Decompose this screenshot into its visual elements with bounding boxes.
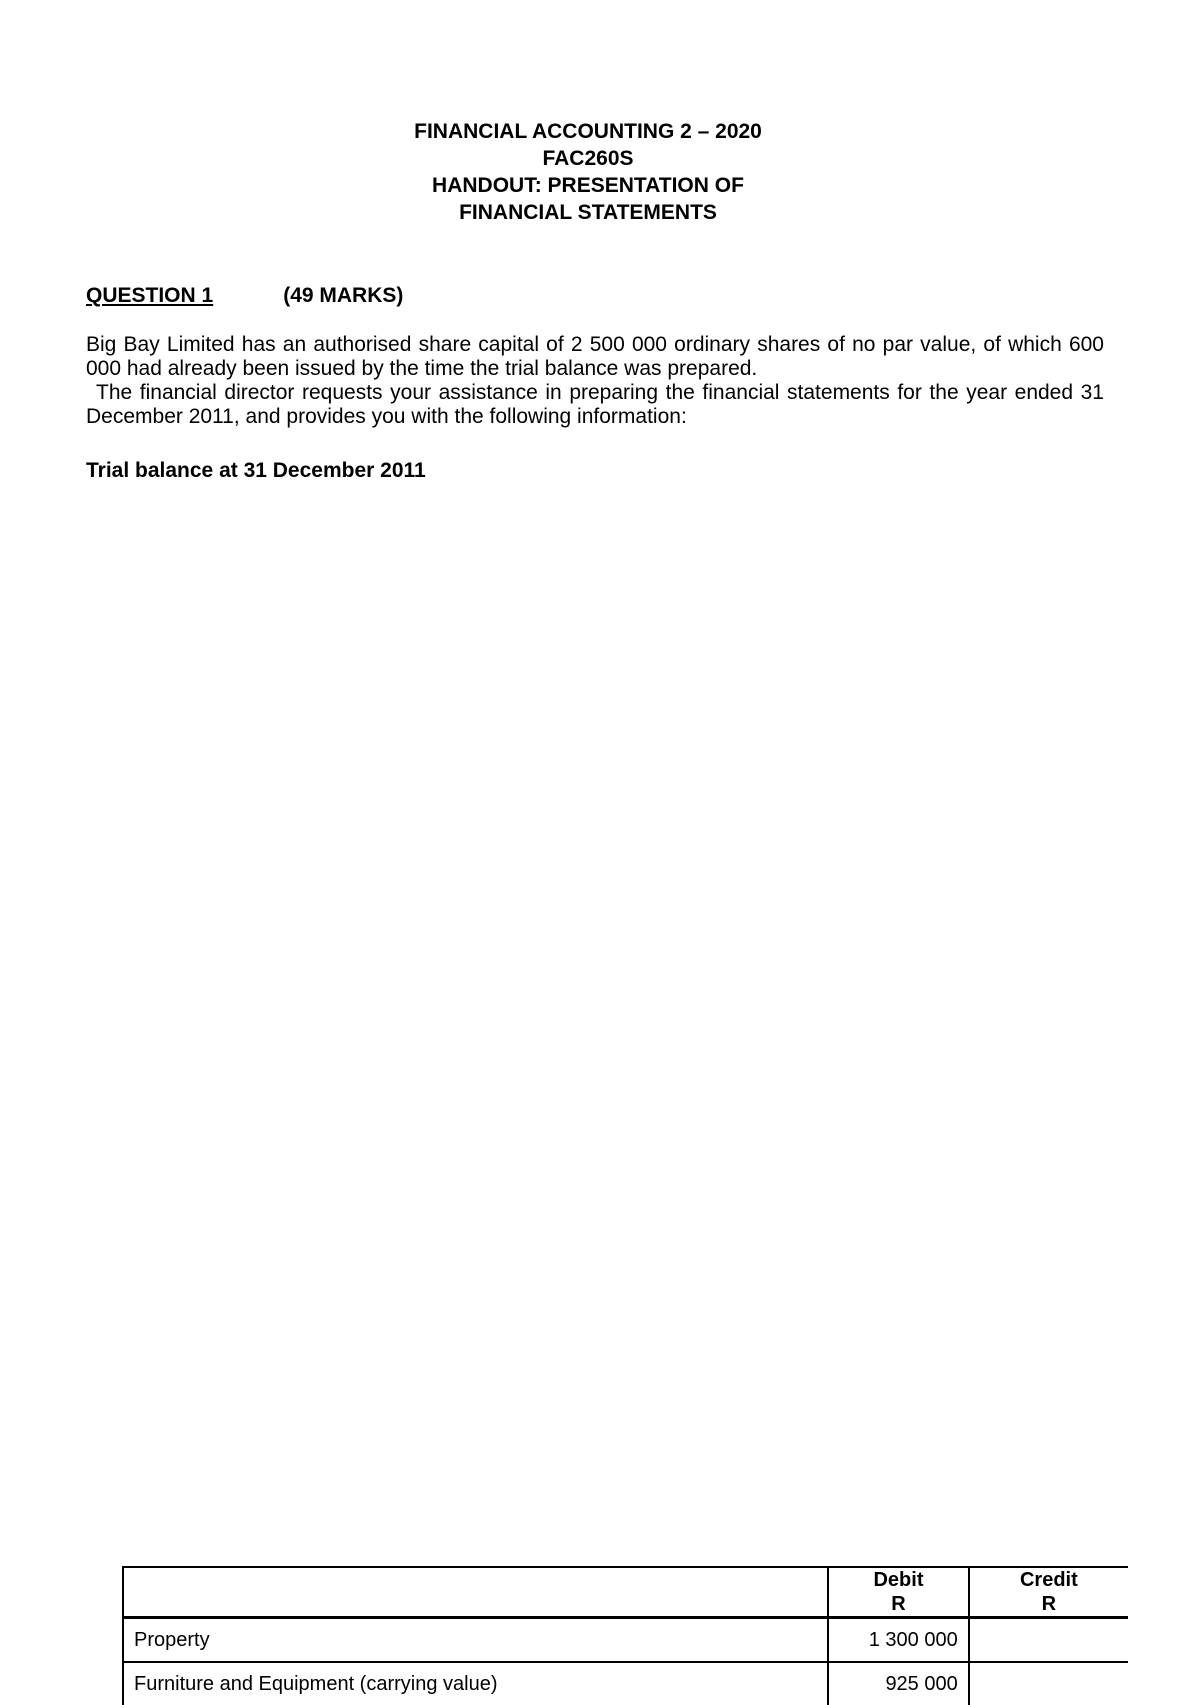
question-intro	[86, 333, 1104, 429]
row-description: Furniture and Equipment (carrying value)	[123, 1662, 828, 1705]
table-row	[123, 1618, 1128, 1663]
header-credit	[969, 1567, 1128, 1618]
header-credit-unit: R	[1041, 1593, 1057, 1615]
question-title: QUESTION 1	[86, 284, 214, 307]
row-credit	[969, 1662, 1128, 1705]
table-header-row	[123, 1567, 1128, 1618]
document-heading	[0, 118, 1176, 226]
header-description	[123, 1567, 828, 1618]
intro-paragraph-2: The financial director requests your assistance in preparing the financial statements for the year ended 31 December 2011, and provides you with the following information:	[86, 381, 1104, 428]
row-debit: 925 000	[828, 1662, 969, 1705]
handout-title: HANDOUT: PRESENTATION OF	[432, 174, 744, 197]
trial-balance-table	[122, 1566, 1128, 1705]
question-header	[86, 282, 403, 309]
row-credit	[969, 1618, 1128, 1663]
table-row	[123, 1662, 1128, 1705]
row-description: Property	[123, 1618, 828, 1663]
handout-subtitle: FINANCIAL STATEMENTS	[459, 201, 717, 224]
course-code: FAC260S	[542, 147, 634, 170]
trial-balance-title: Trial balance at 31 December 2011	[86, 459, 426, 482]
header-debit-unit: R	[891, 1593, 906, 1615]
header-debit	[828, 1567, 969, 1618]
question-marks: (49 MARKS)	[283, 284, 404, 307]
header-credit-label: Credit	[1019, 1569, 1078, 1591]
intro-paragraph-1: Big Bay Limited has an authorised share capital of 2 500 000 ordinary shares of no par value, of which 600 000 had already been issued by the time the trial balance was prepared.	[86, 333, 1104, 380]
course-title: FINANCIAL ACCOUNTING 2 – 2020	[414, 120, 762, 143]
header-debit-label: Debit	[873, 1569, 924, 1591]
row-debit: 1 300 000	[828, 1618, 969, 1663]
